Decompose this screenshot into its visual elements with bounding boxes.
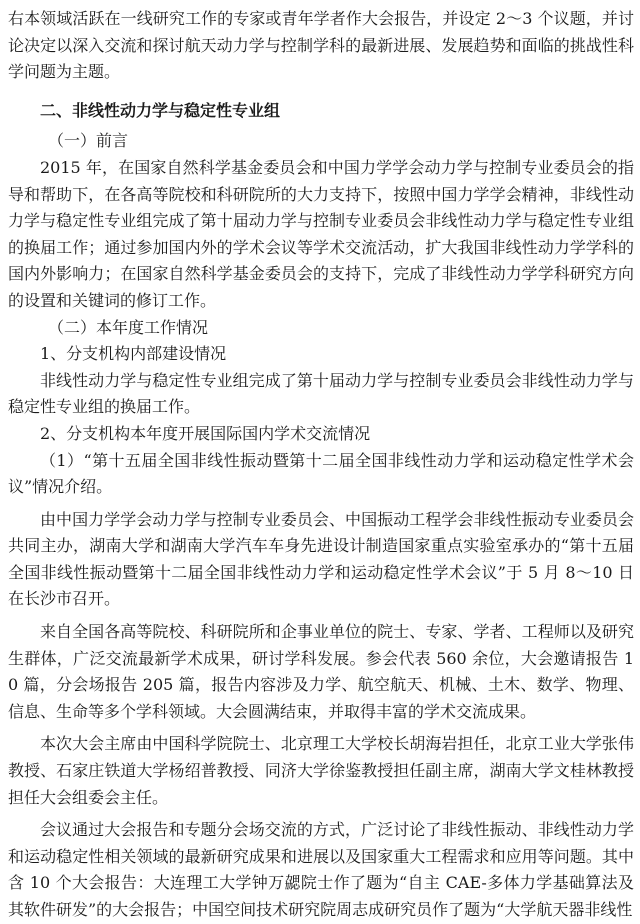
- preface-paragraph: 2015 年，在国家自然科学基金委员会和中国力学学会动力学与控制专业委员会的指导和帮助下，在各高等院校和科研院所的大力支持下，按照中国力学学会精神，非线性动力学与稳定性专业组完成了第十届动力学与控制专业委员会非线性动力学与稳定性专业组的换届工作；通过参加国内外的学术会议等学术交流活动，扩大我国非线性动力学学科的国内外影响力；在国家自然科学基金委员会的支持下，完成了非线性动力学学科研究方向的设置和关键词的修订工作。: [8, 157, 634, 310]
- section-title: 二、非线性动力学与稳定性专业组: [40, 100, 281, 120]
- conference-title: （1）“第十五届全国非线性振动暨第十二届全国非线性动力学和运动稳定性学术会议”情况介绍。: [8, 450, 634, 497]
- item-1-paragraph: 非线性动力学与稳定性专业组完成了第十届动力学与控制专业委员会非线性动力学与稳定性专业组的换届工作。: [8, 370, 634, 417]
- conference-paragraph-2: 来自全国各高等院校、科研院所和企事业单位的院士、专家、学者、工程师以及研究生群体，广泛交流最新学术成果，研讨学科发展。参会代表 560 余位，大会邀请报告 10 篇，分会场报告 205 篇，报告内容涉及力学、航空航天、机械、土木、数学、物理、信息、生命等多个学科领域。大会圆满结束，并取得丰富的学术交流成果。: [8, 622, 634, 721]
- conference-paragraph-4: 会议通过大会报告和专题分会场交流的方式，广泛讨论了非线性振动、非线性动力学和运动稳定性相关领域的最新研究成果和进展以及国家重大工程需求和应用等问题。其中含 10 个大会报告：大连理工大学钟万勰院士作了题为“自主 CAE-多体力学基础算法及其软件研发”的大会报告；中国空间技术研究院周志成研究员作了题为“大学航天器非线性: [8, 820, 634, 919]
- item-2-title: 2、分支机构本年度开展国际国内学术交流情况: [40, 423, 371, 443]
- document-page: [8, 6, 634, 924]
- subsection-preface-title: （一）前言: [48, 131, 129, 151]
- intro-paragraph: 右本领域活跃在一线研究工作的专家或青年学者作大会报告，并设定 2～3 个议题，并讨论决定以深入交流和探讨航天动力学与控制学科的最新进展、发展趋势和面临的挑战性科学问题为主题。: [8, 9, 634, 82]
- conference-paragraph-1: 由中国力学学会动力学与控制专业委员会、中国振动工程学会非线性振动专业委员会共同主办，湖南大学和湖南大学汽车车身先进设计制造国家重点实验室承办的“第十五届全国非线性振动暨第十二届全国非线性动力学和运动稳定性学术会议”于 5 月 8～10 日在长沙市召开。: [8, 509, 634, 609]
- subsection-work-title: （二）本年度工作情况: [48, 317, 209, 337]
- item-1-title: 1、分支机构内部建设情况: [40, 344, 227, 364]
- conference-paragraph-3: 本次大会主席由中国科学院院士、北京理工大学校长胡海岩担任，北京工业大学张伟教授、石家庄铁道大学杨绍普教授、同济大学徐鉴教授担任副主席，湖南大学文桂林教授担任大会组委会主任。: [8, 734, 634, 807]
